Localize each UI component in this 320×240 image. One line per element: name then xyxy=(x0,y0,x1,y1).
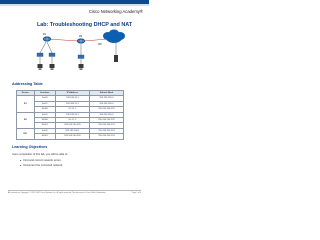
table-cell: Fa0/0 xyxy=(34,112,55,117)
link-r1-r2 xyxy=(48,39,78,41)
table-cell: 209.165.200.226 xyxy=(55,134,89,139)
table-cell: 192.168.10.1 xyxy=(55,96,89,101)
table-row xyxy=(17,128,124,133)
column-header: Interface xyxy=(34,91,55,96)
switch-s3-icon xyxy=(78,55,84,59)
header-bar xyxy=(0,0,149,7)
router-r2-icon xyxy=(77,39,85,44)
pc-host-right-icon xyxy=(79,64,84,70)
internet-cloud-icon xyxy=(103,30,125,44)
device-label-isp: ISP xyxy=(98,43,102,46)
table-cell: S0/0/0 xyxy=(34,107,55,112)
link-r1-switch-right xyxy=(47,42,52,53)
pc-host-left-icon xyxy=(38,64,43,70)
table-cell: 10.1.1.1 xyxy=(55,107,89,112)
topology-diagram xyxy=(34,27,128,75)
device-label-r1: R1 xyxy=(43,33,47,36)
list-item xyxy=(20,164,63,167)
list-item-text: Find and correct network errors. xyxy=(23,159,62,162)
table-cell: Fa0/0 xyxy=(34,128,55,133)
table-cell: 255.255.255.0 xyxy=(89,101,123,106)
table-cell: Fa0/0 xyxy=(34,96,55,101)
document-page xyxy=(0,0,149,198)
table-cell: 255.255.255.0 xyxy=(89,96,123,101)
table-cell: 255.255.255.224 xyxy=(89,134,123,139)
objectives-intro: Upon completion of this lab, you will be able to: xyxy=(12,153,69,156)
table-cell-device: ISP xyxy=(17,128,35,139)
table-cell: S0/0/1 xyxy=(34,134,55,139)
learning-objectives-heading: Learning Objectives xyxy=(12,145,48,149)
table-cell: S0/0/1 xyxy=(34,123,55,128)
column-header: Subnet Mask xyxy=(89,91,123,96)
list-item-text: Document the corrected network. xyxy=(23,164,63,167)
table-cell: 209.165.200.225 xyxy=(55,123,89,128)
table-cell: S0/0/0 xyxy=(34,117,55,122)
brand-text: Cisco Networking Academy® xyxy=(88,9,143,14)
table-row xyxy=(17,96,124,101)
router-r1-icon xyxy=(43,37,51,42)
switch-s2-icon xyxy=(49,53,55,57)
table-cell: 255.255.255.224 xyxy=(89,128,123,133)
pc-host-middle-icon xyxy=(50,64,55,70)
table-cell: 209.165.200.1 xyxy=(55,128,89,133)
table-cell: 192.168.11.1 xyxy=(55,101,89,106)
table-cell: 255.255.255.252 xyxy=(89,107,123,112)
table-cell: 255.255.255.224 xyxy=(89,123,123,128)
table-cell-device: R1 xyxy=(17,96,35,112)
addressing-table xyxy=(16,90,124,140)
device-label-r2: R2 xyxy=(79,35,83,38)
link-r1-switch-left xyxy=(40,42,46,53)
table-cell: 255.255.255.252 xyxy=(89,117,123,122)
column-header: Device xyxy=(17,91,35,96)
copyright-text: All contents are Copyright © 1992–2007 Cisco Systems, Inc. All rights reserved. This document is Cisco Public Information. xyxy=(8,192,106,194)
page-footer xyxy=(8,190,141,194)
link-r2-isp xyxy=(84,39,108,41)
bullet-icon xyxy=(20,160,21,161)
page-number: Page 1 of 6 xyxy=(131,192,141,194)
switch-s1-icon xyxy=(37,53,43,57)
table-cell: 255.255.255.0 xyxy=(89,112,123,117)
column-header: IP Address xyxy=(55,91,89,96)
table-cell: Fa0/1 xyxy=(34,101,55,106)
web-server-icon xyxy=(114,55,118,62)
table-cell: 10.1.1.2 xyxy=(55,117,89,122)
table-row xyxy=(17,112,124,117)
document-title: Lab: Troubleshooting DHCP and NAT xyxy=(37,22,133,28)
list-item xyxy=(20,159,61,162)
table-cell-device: R2 xyxy=(17,112,35,128)
addressing-table-heading: Addressing Table xyxy=(12,82,43,86)
header-light-stripe xyxy=(0,4,149,6)
table-cell: 192.168.20.1 xyxy=(55,112,89,117)
bullet-icon xyxy=(20,165,21,166)
